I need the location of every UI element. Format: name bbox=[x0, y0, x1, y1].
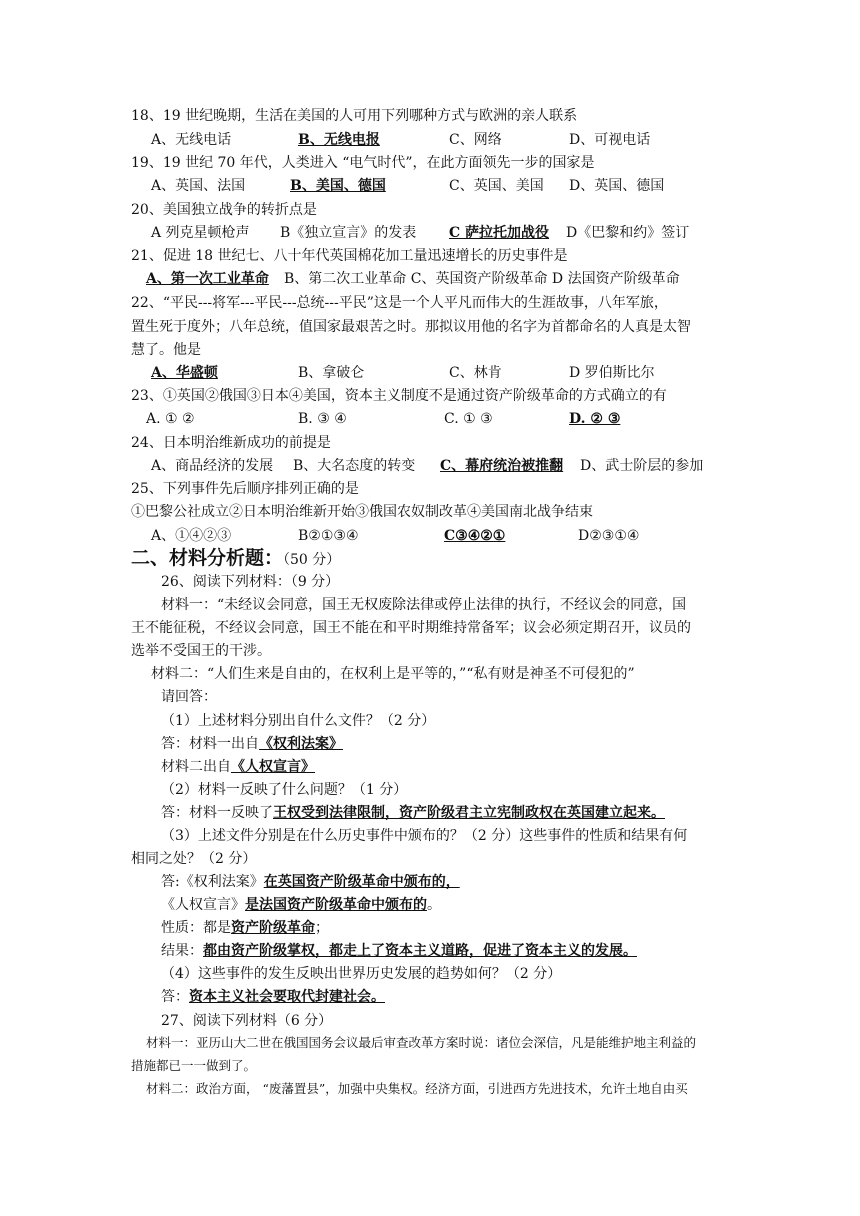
q25-option-c-answer: C③④②① bbox=[444, 528, 506, 544]
q26-answer-1a-prefix: 答：材料一出自 bbox=[161, 736, 259, 752]
q26-result bbox=[161, 941, 637, 961]
q24-option-a: A、商品经济的发展 bbox=[151, 458, 274, 474]
q26-nature-end: ； bbox=[315, 920, 329, 936]
q26-answer-3a-prefix: 答:《权利法案》 bbox=[161, 874, 264, 890]
q26-result-text: 都由资产阶级掌权，都走上了资本主义道路，促进了资本主义的发展。 bbox=[203, 943, 637, 959]
q27-intro: 27、阅读下列材料（6 分） bbox=[161, 1013, 333, 1029]
q26-answer-3a bbox=[161, 872, 460, 892]
q26-ask: 请回答： bbox=[161, 689, 217, 705]
q27-material-1-line-1: 材料一：亚历山大二世在俄国国务会议最后审查改革方案时说：诸位会深信，凡是能维护地主利益的 bbox=[146, 1035, 697, 1050]
q21-option-a-answer: A、第一次工业革命 bbox=[146, 271, 269, 287]
q26-material-1-line-3: 选举不受国王的干涉。 bbox=[131, 643, 271, 659]
q19-option-b-answer: B、美国、德国 bbox=[290, 178, 386, 194]
q22-option-b: B、拿破仑 bbox=[298, 365, 365, 381]
q22-stem-line-3: 慧了。他是 bbox=[131, 342, 201, 358]
q24-option-c-answer: C、幕府统治被推翻 bbox=[440, 458, 564, 474]
q23-option-b: B. ③ ④ bbox=[298, 411, 347, 427]
q26-prompt-2: （2）材料一反映了什么问题？（1 分） bbox=[161, 782, 408, 798]
q26-prompt-3-line-1: （3）上述文件分别是在什么历史事件中颁布的？（2 分）这些事件的性质和结果有何 bbox=[161, 828, 688, 844]
q26-answer-1a bbox=[161, 734, 343, 754]
q26-result-prefix: 结果： bbox=[161, 943, 203, 959]
q26-prompt-1: （1）上述材料分别出自什么文件？（2 分） bbox=[161, 713, 436, 729]
q19-option-c: C、英国、美国 bbox=[449, 178, 544, 194]
q20-option-b: B《独立宣言》的发表 bbox=[280, 225, 417, 241]
q18-option-a: A、无线电话 bbox=[151, 132, 232, 148]
q25-option-b: B②①③④ bbox=[298, 528, 359, 544]
q19-option-a: A、英国、法国 bbox=[151, 178, 246, 194]
q26-nature bbox=[161, 918, 329, 938]
q26-answer-1a-text: 《权利法案》 bbox=[259, 736, 343, 752]
q26-answer-3b-prefix: 《人权宣言》 bbox=[161, 897, 245, 913]
q18-option-b-answer: B、无线电报 bbox=[298, 132, 380, 148]
section-2-score: （50 分） bbox=[283, 552, 341, 568]
q26-answer-3b-text: 是法国资产阶级革命中颁布的 bbox=[245, 897, 427, 913]
q26-nature-text: 资产阶级革命 bbox=[231, 920, 315, 936]
q26-answer-4 bbox=[161, 987, 385, 1007]
q25-option-d: D②③①④ bbox=[578, 528, 640, 544]
q25-stem: 25、下列事件先后顺序排列正确的是 bbox=[131, 481, 359, 497]
q25-events: ①巴黎公社成立②日本明治维新开始③俄国农奴制改革④美国南北战争结束 bbox=[131, 504, 593, 520]
q18-option-c: C、网络 bbox=[449, 132, 502, 148]
q20-option-c-answer: C 萨拉托加战役 bbox=[449, 225, 550, 241]
q26-answer-1b-prefix: 材料二出自 bbox=[161, 759, 231, 775]
q20-stem: 20、美国独立战争的转折点是 bbox=[131, 202, 317, 218]
q26-answer-1b-text: 《人权宣言》 bbox=[231, 759, 315, 775]
q18-stem: 18、19 世纪晚期，生活在美国的人可用下列哪种方式与欧洲的亲人联系 bbox=[131, 108, 578, 124]
q21-stem: 21、促进 18 世纪七、八十年代英国棉花加工量迅速增长的历史事件是 bbox=[131, 248, 568, 264]
q18-option-d: D、可视电话 bbox=[569, 132, 651, 148]
section-2-heading bbox=[131, 546, 340, 572]
q26-answer-3b-end: 。 bbox=[427, 897, 441, 913]
section-2-title: 二、材料分析题： bbox=[131, 547, 284, 569]
q26-answer-4-text: 资本主义社会要取代封建社会。 bbox=[189, 989, 385, 1005]
q26-material-2: 材料二：“人们生来是自由的，在权利上是平等的，”“私有财是神圣不可侵犯的” bbox=[151, 666, 635, 682]
q22-stem-line-2: 置生死于度外；八年总统，值国家最艰苦之时。那拟议用他的名字为首都命名的人真是太智 bbox=[131, 319, 691, 335]
q26-answer-2-prefix: 答：材料一反映了 bbox=[161, 805, 273, 821]
q19-stem: 19、19 世纪 70 年代，人类进入 “电气时代”，在此方面领先一步的国家是 bbox=[131, 155, 595, 171]
q23-stem: 23、①英国②俄国③日本④美国，资本主义制度不是通过资产阶级革命的方式确立的有 bbox=[131, 388, 667, 404]
q26-answer-2 bbox=[161, 803, 665, 823]
q22-option-c: C、林肯 bbox=[449, 365, 502, 381]
q20-option-a: A 列克星顿枪声 bbox=[151, 225, 250, 241]
q26-answer-1b bbox=[161, 757, 315, 777]
q23-option-c: C. ① ③ bbox=[444, 411, 493, 427]
q26-material-1-line-2: 王不能征税，不经议会同意，国王不能在和平时期维持常备军；议会必须定期召开，议员的 bbox=[131, 620, 691, 636]
q23-option-a: A. ① ② bbox=[146, 411, 195, 427]
q26-prompt-3-line-2: 相同之处？（2 分） bbox=[131, 851, 257, 867]
q27-material-2-line-1: 材料二：政治方面， “废藩置县”，加强中央集权。经济方面，引进西方先进技术，允许土地自由买 bbox=[146, 1081, 688, 1096]
q20-option-d: D《巴黎和约》签订 bbox=[566, 225, 690, 241]
q24-option-d: D、武士阶层的参加 bbox=[580, 458, 704, 474]
q26-answer-4-prefix: 答： bbox=[161, 989, 189, 1005]
q22-option-d: D 罗伯斯比尔 bbox=[569, 365, 655, 381]
q23-option-d-answer: D. ② ③ bbox=[569, 411, 621, 427]
q26-answer-2-text: 王权受到法律限制，资产阶级君主立宪制政权在英国建立起来。 bbox=[273, 805, 665, 821]
q26-nature-prefix: 性质：都是 bbox=[161, 920, 231, 936]
q24-stem: 24、日本明治维新成功的前提是 bbox=[131, 435, 331, 451]
q22-option-a-answer: A、华盛顿 bbox=[151, 365, 218, 381]
q26-prompt-4: （4）这些事件的发生反映出世界历史发展的趋势如何？（2 分） bbox=[161, 966, 562, 982]
q26-answer-3a-text: 在英国资产阶级革命中颁布的， bbox=[263, 874, 460, 890]
q27-material-1-line-2: 措施都已一一做到了。 bbox=[131, 1058, 257, 1073]
q26-material-1-line-1: 材料一：“未经议会同意，国王无权废除法律或停止法律的执行，不经议会的同意，国 bbox=[161, 597, 687, 613]
q21-other-options: B、第二次工业革命 C、英国资产阶级革命 D 法国资产阶级革命 bbox=[284, 271, 680, 287]
q22-stem-line-1: 22、“平民---将军---平民---总统---平民”这是一个人平凡而伟大的生涯故事，八年军旅， bbox=[131, 295, 668, 311]
q19-option-d: D、英国、德国 bbox=[569, 178, 665, 194]
q25-option-a: A、①④②③ bbox=[151, 528, 232, 544]
q26-answer-3b bbox=[161, 895, 441, 915]
q24-option-b: B、大名态度的转变 bbox=[293, 458, 416, 474]
q26-intro: 26、阅读下列材料：（9 分） bbox=[161, 574, 340, 590]
